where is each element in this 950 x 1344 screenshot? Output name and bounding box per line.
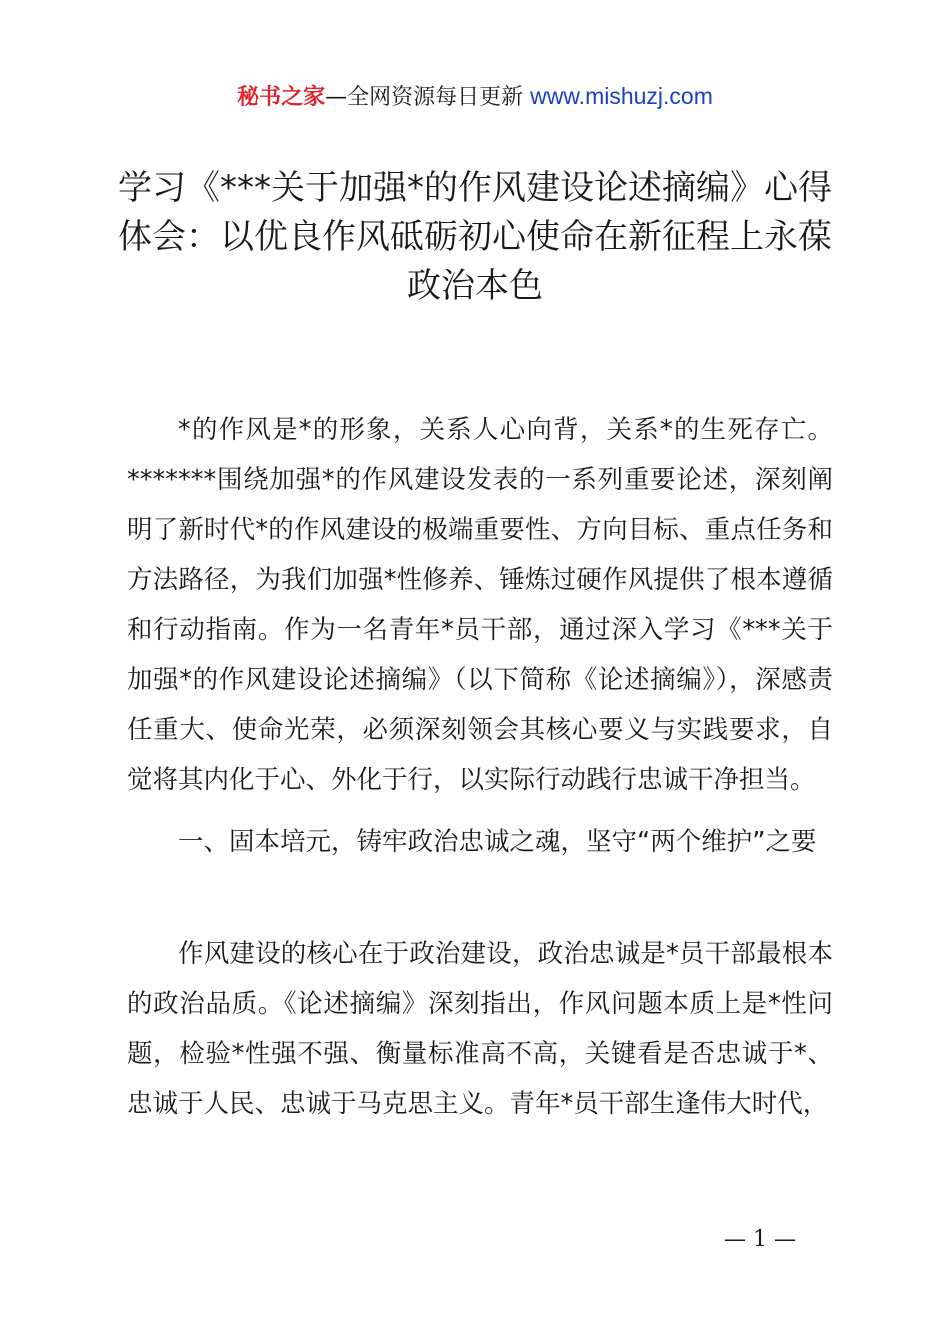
site-header xyxy=(0,80,950,114)
section-paragraph: 作风建设的核心在于政治建设，政治忠诚是*员干部最根本的政治品质。《论述摘编》深刻指出，作风问题本质上是*性问题，检验*性强不强、衡量标准高不高，关键看是否忠诚于*、忠诚于人民、忠诚于马克思主义。青年*员干部生逢伟大时代， xyxy=(127,939,833,1119)
section-heading: 一、固本培元，铸牢政治忠诚之魂，坚守“两个维护”之要 xyxy=(178,827,817,857)
site-name: 秘书之家 xyxy=(237,85,326,110)
site-url[interactable]: www.mishuzj.com xyxy=(530,83,713,109)
site-tagline: —全网资源每日更新 xyxy=(325,85,531,110)
page-number: — 1 — xyxy=(724,1227,796,1252)
intro-paragraph: *的作风是*的形象，关系人心向背，关系*的生死存亡。*******围绕加强*的作风建设发表的一系列重要论述，深刻阐明了新时代*的作风建设的极端重要性、方向目标、重点任务和方法路径，为我们加强*性修养、锤炼过硬作风提供了根本遵循和行动指南。作为一名青年*员干部，通过深入学习《***关于加强*的作风建设论述摘编》（以下简称《论述摘编》），深感责任重大、使命光荣，必须深刻领会其核心要义与实践要求，自觉将其内化于心、外化于行，以实际行动践行忠诚干净担当。 xyxy=(127,415,833,795)
document-title: 学习《***关于加强*的作风建设论述摘编》心得体会：以优良作风砥砺初心使命在新征程上永葆政治本色 xyxy=(118,168,832,306)
